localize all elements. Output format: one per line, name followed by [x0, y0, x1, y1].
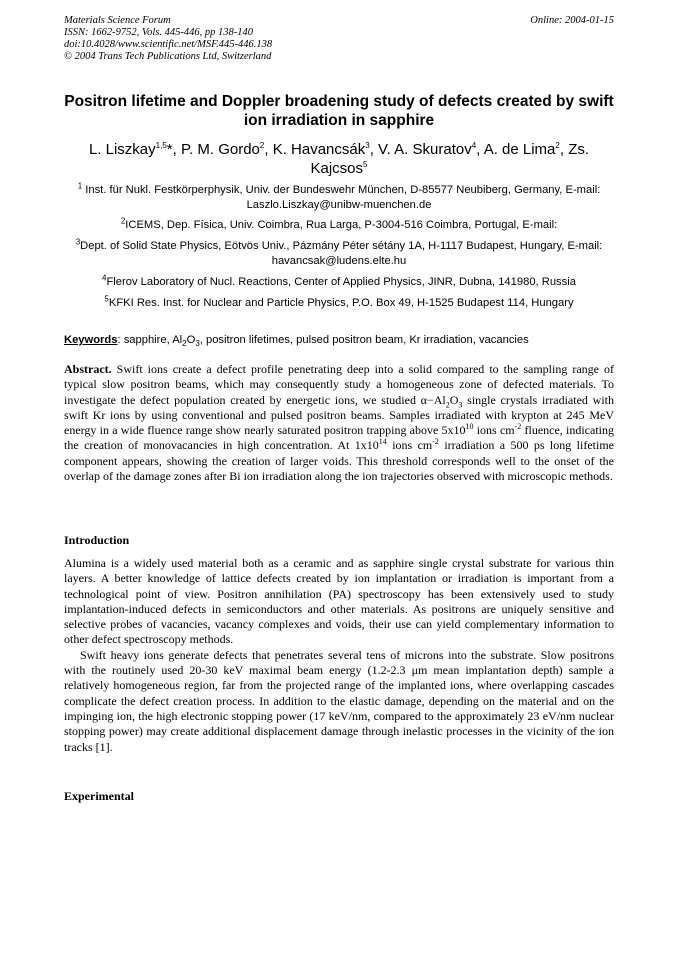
- author-name: K. Havancsák: [272, 141, 366, 158]
- author-name: L. Liszkay: [88, 141, 156, 158]
- author-affil-sup: 3: [365, 141, 370, 150]
- author-name: V. A. Skuratov: [378, 141, 472, 158]
- author-name: Zs. Kajcsos: [310, 141, 590, 177]
- online-date: Online: 2004-01-15: [530, 15, 614, 26]
- paper-title: Positron lifetime and Doppler broadening study of defects created by swift ion irradiation in sapphire: [64, 93, 614, 129]
- abstract: Abstract. Swift ions create a defect profile penetrating deep into a solid compared to the sampling range of typical slow positron beams, which may consequently study a homogeneous zone of defected materials. To investigate the defect population created by energetic ions, we studied $\alpha-Al_2O_3$ single crystals irradiated with swift Kr ions by using conventional and pulsed positron beams. Samples irradiated with krypton at 245 MeV energy in a wide fluence range show nearly saturated positron trapping above $5x10^{10}$ ions $cm^{-2}$ fluence, indicating the creation of monovacancies in high concentration. At $1x10^{14}$ ions $cm^{-2}$ irradiation a 500 ps long lifetime component appears, showing the creation of larger voids. This threshold corresponds well to the onset of the overlap of the damage zones after Bi ion irradiation along the ion trajectories observed with microscopic methods.: [64, 362, 614, 484]
- affiliation-1: $^1$ Inst. für Nukl. Festkörperphysik, Univ. der Bundeswehr München, D-85577 Neubiberg, Germany, E-mail: Laszlo.Liszkay@unibw-muenchen.de: [77, 181, 601, 211]
- keywords-label: Keywords: [64, 334, 118, 346]
- affiliation-3: $^3$Dept. of Solid State Physics, Eötvös Univ., Pázmány Péter sétány 1A, H-1117 Budapest, Hungary, E-mail: havancsak@ludens.elte.hu: [75, 237, 603, 267]
- journal-name: Materials Science Forum: [64, 15, 171, 26]
- author-corresponding-mark: *,: [166, 141, 181, 158]
- abstract-label: Abstract.: [64, 362, 112, 376]
- keywords: Keywords: sapphire, $Al_2O_3$, positron lifetimes, pulsed positron beam, Kr irradiation, vacancies: [64, 334, 529, 349]
- affiliation-5: $^5$KFKI Res. Inst. for Nuclear and Particle Physics, P.O. Box 49, H-1525 Budapest 114, Hungary: [104, 294, 574, 309]
- author-name: P. M. Gordo: [180, 141, 260, 158]
- paragraph: Swift heavy ions generate defects that penetrates several tens of microns into the substrate. Slow positrons with the routinely used 20-30 keV maximal beam energy (1.2-2.3 μm mean implantation depth) sample a relatively homogeneous region, far from the projected range of the implanted ions, where overlapping cascades complicate the defect creation process. In addition to the elastic damage, depending on the material and on the impinging ion, the high electronic stopping power (17 keV/nm, compared to the approximately 23 eV/nm nuclear stopping power) may create additional displacement damage through inelastic processes in the vicinity of the ion tracks [1].: [64, 647, 614, 754]
- section-heading-experimental: Experimental: [64, 789, 134, 803]
- journal-issn: ISSN: 1662-9752, Vols. 445-446, pp 138-140: [64, 27, 253, 38]
- author-affil-sup: 2: [555, 141, 560, 150]
- introduction-body: [64, 556, 614, 755]
- author-list: L. Liszkay$^{1,5}$*, P. M. Gordo$^2$, K. Havancsák$^3$, V. A. Skuratov$^4$, A. de Lima$^2$, Zs. Kajcsos$^5$: [88, 141, 590, 177]
- journal-header: [64, 15, 272, 63]
- affiliation-2: $^2$ICEMS, Dep. Física, Univ. Coimbra, Rua Larga, P-3004-516 Coimbra, Portugal, E-mail:: [120, 216, 558, 231]
- paragraph: Alumina is a widely used material both as a ceramic and as sapphire single crystal substrate for various thin layers. A better knowledge of lattice defects created by ion implantation or irradiation is important from a technological point of view. Positron annihilation (PA) spectroscopy has been extensively used to study implantation-induced defects in semiconductors and other materials. As positrons are uniquely sensitive and selective probes of vacancies, vacancy complexes and voids, their use can yield complementary information to other defect spectroscopy methods.: [64, 556, 614, 647]
- author-name: A. de Lima: [483, 141, 556, 158]
- author-affil-sup: 4: [471, 141, 477, 150]
- author-affil-sup: 5: [363, 160, 368, 169]
- author-affil-sup: 2: [259, 141, 265, 150]
- journal-doi[interactable]: doi:10.4028/www.scientific.net/MSF.445-446.138: [64, 39, 273, 50]
- journal-copyright: © 2004 Trans Tech Publications Ltd, Switzerland: [64, 51, 272, 62]
- affiliation-4: $^4$Flerov Laboratory of Nucl. Reactions, Center of Applied Physics, JINR, Dubna, 141980, Russia: [102, 273, 576, 288]
- section-heading-introduction: Introduction: [64, 533, 130, 547]
- author-affil-sup: 1,5: [155, 141, 167, 150]
